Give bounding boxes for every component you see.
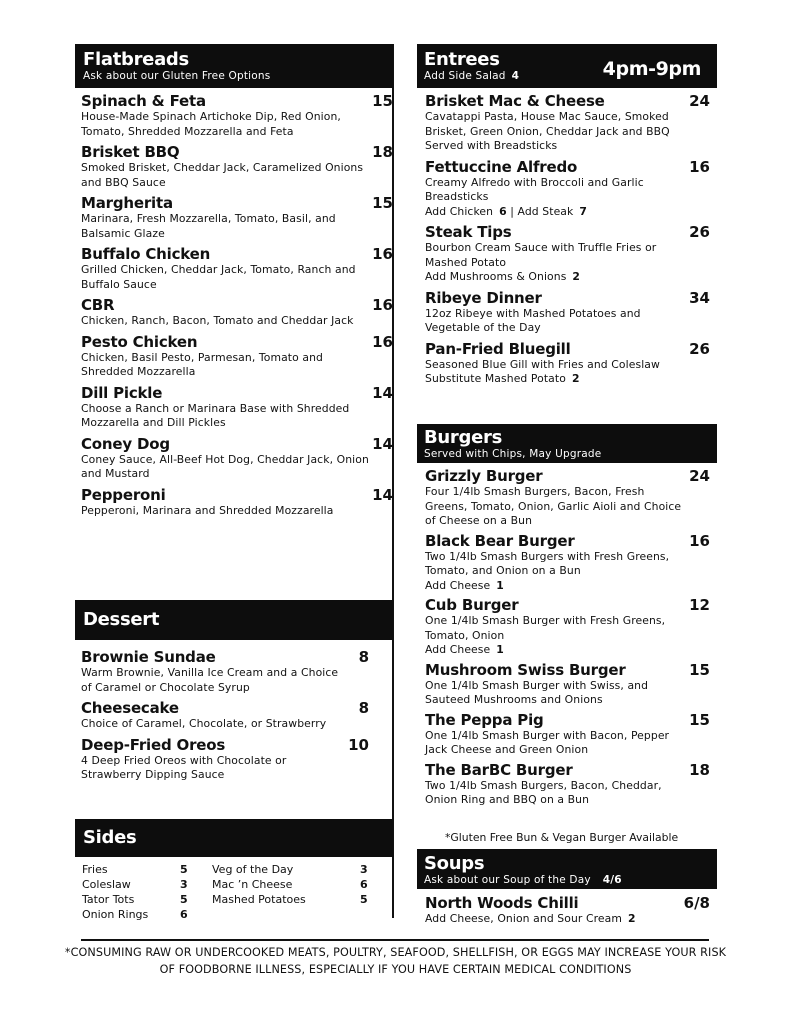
addon-price: 6 bbox=[499, 204, 507, 218]
addon-label: Add Cheese, Onion and Sour Cream bbox=[425, 912, 622, 925]
item-description: 12oz Ribeye with Mashed Potatoes and Vegetable of the Day bbox=[425, 306, 641, 334]
sides-title: Sides bbox=[83, 827, 137, 848]
addon-price: 7 bbox=[579, 204, 588, 218]
item-name: Brownie Sundae bbox=[81, 648, 216, 666]
item-price: 18 bbox=[372, 143, 393, 161]
entrees-list bbox=[417, 88, 710, 387]
item-price: 14 bbox=[372, 485, 393, 504]
burgers-list bbox=[425, 467, 710, 811]
sides-row bbox=[80, 877, 370, 892]
item-price: 18 bbox=[689, 760, 710, 779]
menu-item bbox=[425, 711, 710, 758]
item-price: 15 bbox=[372, 194, 393, 212]
item-price: 14 bbox=[372, 383, 393, 402]
addon-label: Add Chicken bbox=[425, 204, 494, 218]
menu-item bbox=[81, 736, 369, 783]
item-name: The BarBC Burger bbox=[425, 760, 573, 779]
item-price: 24 bbox=[689, 92, 710, 110]
menu-item bbox=[81, 333, 393, 380]
side-price: 5 bbox=[360, 893, 368, 906]
side-price: 3 bbox=[360, 863, 368, 876]
item-name: Pan-Fried Bluegill bbox=[425, 339, 571, 358]
menu-item bbox=[425, 761, 710, 808]
footer-divider bbox=[81, 939, 709, 941]
item-description: House-Made Spinach Artichoke Dip, Red Onion, Tomato, Shredded Mozzarella and Feta bbox=[81, 110, 341, 138]
addon-label: Add Cheese bbox=[425, 643, 491, 656]
item-description: 4 Deep Fried Oreos with Chocolate or Strawberry Dipping Sauce bbox=[81, 753, 287, 781]
entrees-header bbox=[417, 44, 717, 88]
dessert-list bbox=[81, 648, 369, 787]
side-price: 5 bbox=[180, 863, 188, 876]
soups-subtitle-price: 4/6 bbox=[602, 874, 622, 886]
item-addons bbox=[425, 579, 686, 594]
item-description: Two 1/4lb Smash Burgers, Bacon, Cheddar, Onion Ring and BBQ on a Bun bbox=[425, 778, 662, 806]
item-description: Four 1/4lb Smash Burgers, Bacon, Fresh Greens, Tomato, Onion, Garlic Aioli and Choice of Cheese on a Bun bbox=[425, 485, 682, 527]
side-price: 3 bbox=[180, 878, 188, 891]
item-price: 16 bbox=[372, 296, 393, 314]
flatbreads-title: Flatbreads bbox=[83, 49, 189, 70]
item-description: Coney Sauce, All-Beef Hot Dog, Cheddar Jack, Onion and Mustard bbox=[81, 452, 369, 480]
item-name: Deep-Fried Oreos bbox=[81, 735, 226, 754]
item-price: 14 bbox=[372, 434, 393, 453]
item-price: 26 bbox=[689, 339, 710, 358]
item-description: Warm Brownie, Vanilla Ice Cream and a Choice of Caramel or Chocolate Syrup bbox=[81, 666, 339, 694]
item-price: 6/8 bbox=[683, 894, 710, 912]
menu-item bbox=[81, 143, 393, 190]
sides-header bbox=[75, 819, 393, 857]
item-name: Brisket BBQ bbox=[81, 143, 180, 161]
sides-row bbox=[80, 892, 370, 907]
item-price: 16 bbox=[689, 531, 710, 550]
item-price: 16 bbox=[689, 157, 710, 176]
item-description: Choose a Ranch or Marinara Base with Shredded Mozzarella and Dill Pickles bbox=[81, 401, 350, 429]
burgers-header bbox=[417, 424, 717, 463]
soups-subtitle bbox=[424, 874, 717, 886]
addon-price: 2 bbox=[628, 912, 636, 925]
item-name: Fettuccine Alfredo bbox=[425, 157, 578, 176]
addon-price: 1 bbox=[496, 578, 504, 592]
item-price: 16 bbox=[372, 245, 393, 263]
soups-header bbox=[417, 849, 717, 889]
menu-item bbox=[425, 532, 710, 594]
addon-label: Add Mushrooms & Onions bbox=[425, 270, 567, 283]
item-name: The Peppa Pig bbox=[425, 710, 544, 729]
item-description: Two 1/4lb Smash Burgers with Fresh Greens, Tomato, and Onion on a Bun bbox=[425, 549, 670, 577]
menu-item bbox=[81, 648, 369, 695]
item-price: 8 bbox=[358, 699, 369, 717]
item-description: Cavatappi Pasta, House Mac Sauce, Smoked Brisket, Green Onion, Cheddar Jack and BBQ Served with Breadsticks bbox=[425, 110, 670, 152]
item-description: One 1/4lb Smash Burger with Bacon, Pepper Jack Cheese and Green Onion bbox=[425, 728, 670, 756]
menu-item bbox=[425, 596, 710, 658]
side-price: 6 bbox=[360, 878, 368, 891]
soups-title: Soups bbox=[424, 853, 485, 874]
menu-item bbox=[425, 340, 710, 387]
addon-price: 1 bbox=[496, 643, 504, 656]
burgers-title: Burgers bbox=[424, 427, 502, 448]
item-name: Steak Tips bbox=[425, 223, 512, 241]
item-description: Marinara, Fresh Mozzarella, Tomato, Basil, and Balsamic Glaze bbox=[81, 212, 336, 240]
menu-item bbox=[425, 661, 710, 708]
flatbreads-list bbox=[75, 88, 393, 518]
item-name: Brisket Mac & Cheese bbox=[425, 92, 605, 110]
addon-label: Add Steak bbox=[517, 204, 574, 218]
addon-price: 2 bbox=[571, 372, 580, 385]
menu-item bbox=[81, 194, 393, 241]
side-name: Coleslaw bbox=[82, 878, 131, 891]
menu-item bbox=[425, 894, 710, 927]
menu-item bbox=[81, 699, 369, 732]
item-description: Chicken, Ranch, Bacon, Tomato and Cheddar Jack bbox=[81, 314, 354, 327]
menu-item bbox=[425, 467, 710, 529]
item-price: 10 bbox=[348, 735, 369, 754]
item-name: Spinach & Feta bbox=[81, 92, 206, 110]
gluten-free-note: *Gluten Free Bun & Vegan Burger Available bbox=[445, 831, 679, 844]
item-addons bbox=[425, 270, 686, 285]
menu-item bbox=[81, 296, 393, 329]
menu-item bbox=[81, 435, 393, 482]
item-addons bbox=[425, 643, 686, 658]
foodborne-disclaimer: *CONSUMING RAW OR UNDERCOOKED MEATS, POULTRY, SEAFOOD, SHELLFISH, OR EGGS MAY INCREASE YOUR RISK OF FOODBORNE ILLNESS, ESPECIALLY IF YOU HAVE CERTAIN MEDICAL CONDITIONS bbox=[64, 946, 727, 976]
item-description: Creamy Alfredo with Broccoli and Garlic Breadsticks bbox=[425, 175, 644, 203]
side-name: Onion Rings bbox=[82, 908, 149, 921]
dessert-header bbox=[75, 600, 393, 640]
menu-item bbox=[425, 158, 710, 220]
menu-item bbox=[81, 486, 393, 519]
addon-label: Add Cheese bbox=[425, 578, 491, 592]
side-name: Mac ’n Cheese bbox=[212, 878, 293, 891]
item-description: Choice of Caramel, Chocolate, or Strawberry bbox=[81, 717, 327, 730]
addon-separator: | bbox=[506, 204, 518, 218]
item-description: Pepperoni, Marinara and Shredded Mozzarella bbox=[81, 503, 334, 517]
item-price: 15 bbox=[689, 660, 710, 679]
side-price: 6 bbox=[180, 908, 188, 921]
soups-subtitle-text: Ask about our Soup of the Day bbox=[424, 874, 591, 886]
left-column bbox=[75, 44, 393, 848]
item-description: Bourbon Cream Sauce with Truffle Fries or Mashed Potato bbox=[425, 241, 657, 269]
item-description: Smoked Brisket, Cheddar Jack, Caramelized Onions and BBQ Sauce bbox=[81, 161, 364, 189]
item-name: Grizzly Burger bbox=[425, 467, 543, 485]
item-price: 15 bbox=[372, 92, 393, 110]
item-price: 15 bbox=[689, 710, 710, 729]
item-name: North Woods Chilli bbox=[425, 894, 579, 912]
addon-price: 2 bbox=[572, 270, 581, 283]
sides-list bbox=[80, 862, 370, 922]
item-price: 34 bbox=[689, 288, 710, 307]
item-name: Ribeye Dinner bbox=[425, 288, 542, 307]
menu-item bbox=[425, 223, 710, 285]
item-description: One 1/4lb Smash Burger with Fresh Greens, Tomato, Onion bbox=[425, 614, 666, 642]
item-name: Mushroom Swiss Burger bbox=[425, 660, 626, 679]
addon-label: Substitute Mashed Potato bbox=[425, 372, 566, 385]
side-name: Mashed Potatoes bbox=[212, 893, 306, 906]
burgers-subtitle: Served with Chips, May Upgrade bbox=[424, 448, 602, 460]
item-name: Pepperoni bbox=[81, 485, 166, 504]
item-addons bbox=[425, 372, 686, 387]
side-name: Tator Tots bbox=[82, 893, 135, 906]
side-price: 5 bbox=[180, 893, 188, 906]
item-name: Cub Burger bbox=[425, 596, 519, 614]
item-name: CBR bbox=[81, 296, 115, 314]
menu-item bbox=[425, 289, 710, 336]
item-price: 24 bbox=[689, 467, 710, 485]
item-name: Pesto Chicken bbox=[81, 332, 198, 351]
item-name: Cheesecake bbox=[81, 699, 179, 717]
item-description: Chicken, Basil Pesto, Parmesan, Tomato and Shredded Mozzarella bbox=[81, 350, 323, 378]
side-name: Fries bbox=[82, 863, 108, 876]
side-name: Veg of the Day bbox=[212, 863, 294, 876]
item-name: Dill Pickle bbox=[81, 383, 163, 402]
flatbreads-header bbox=[75, 44, 393, 88]
item-addons bbox=[425, 205, 686, 220]
entrees-subtitle-price: 4 bbox=[511, 70, 520, 82]
menu-item bbox=[425, 92, 710, 154]
hours-badge: 4pm-9pm bbox=[602, 58, 701, 80]
item-name: Black Bear Burger bbox=[425, 531, 575, 550]
entrees-title: Entrees bbox=[424, 49, 500, 70]
menu-item bbox=[81, 92, 393, 139]
flatbreads-subtitle: Ask about our Gluten Free Options bbox=[83, 70, 271, 82]
dessert-title: Dessert bbox=[83, 609, 160, 630]
item-description: Seasoned Blue Gill with Fries and Coleslaw bbox=[425, 357, 660, 371]
item-name: Margherita bbox=[81, 194, 173, 212]
item-description: One 1/4lb Smash Burger with Swiss, and Sauteed Mushrooms and Onions bbox=[425, 678, 649, 706]
item-name: Buffalo Chicken bbox=[81, 245, 211, 263]
item-price: 8 bbox=[358, 648, 369, 666]
menu-item bbox=[81, 384, 393, 431]
soups-list bbox=[425, 894, 710, 933]
item-price: 26 bbox=[689, 223, 710, 241]
item-description: Grilled Chicken, Cheddar Jack, Tomato, Ranch and Buffalo Sauce bbox=[81, 263, 356, 291]
item-price: 12 bbox=[689, 596, 710, 614]
sides-row bbox=[80, 907, 370, 922]
entrees-subtitle-text: Add Side Salad bbox=[424, 70, 506, 82]
sides-row bbox=[80, 862, 370, 877]
item-price: 16 bbox=[372, 332, 393, 351]
item-addons bbox=[425, 912, 686, 927]
item-name: Coney Dog bbox=[81, 434, 170, 453]
menu-item bbox=[81, 245, 393, 292]
